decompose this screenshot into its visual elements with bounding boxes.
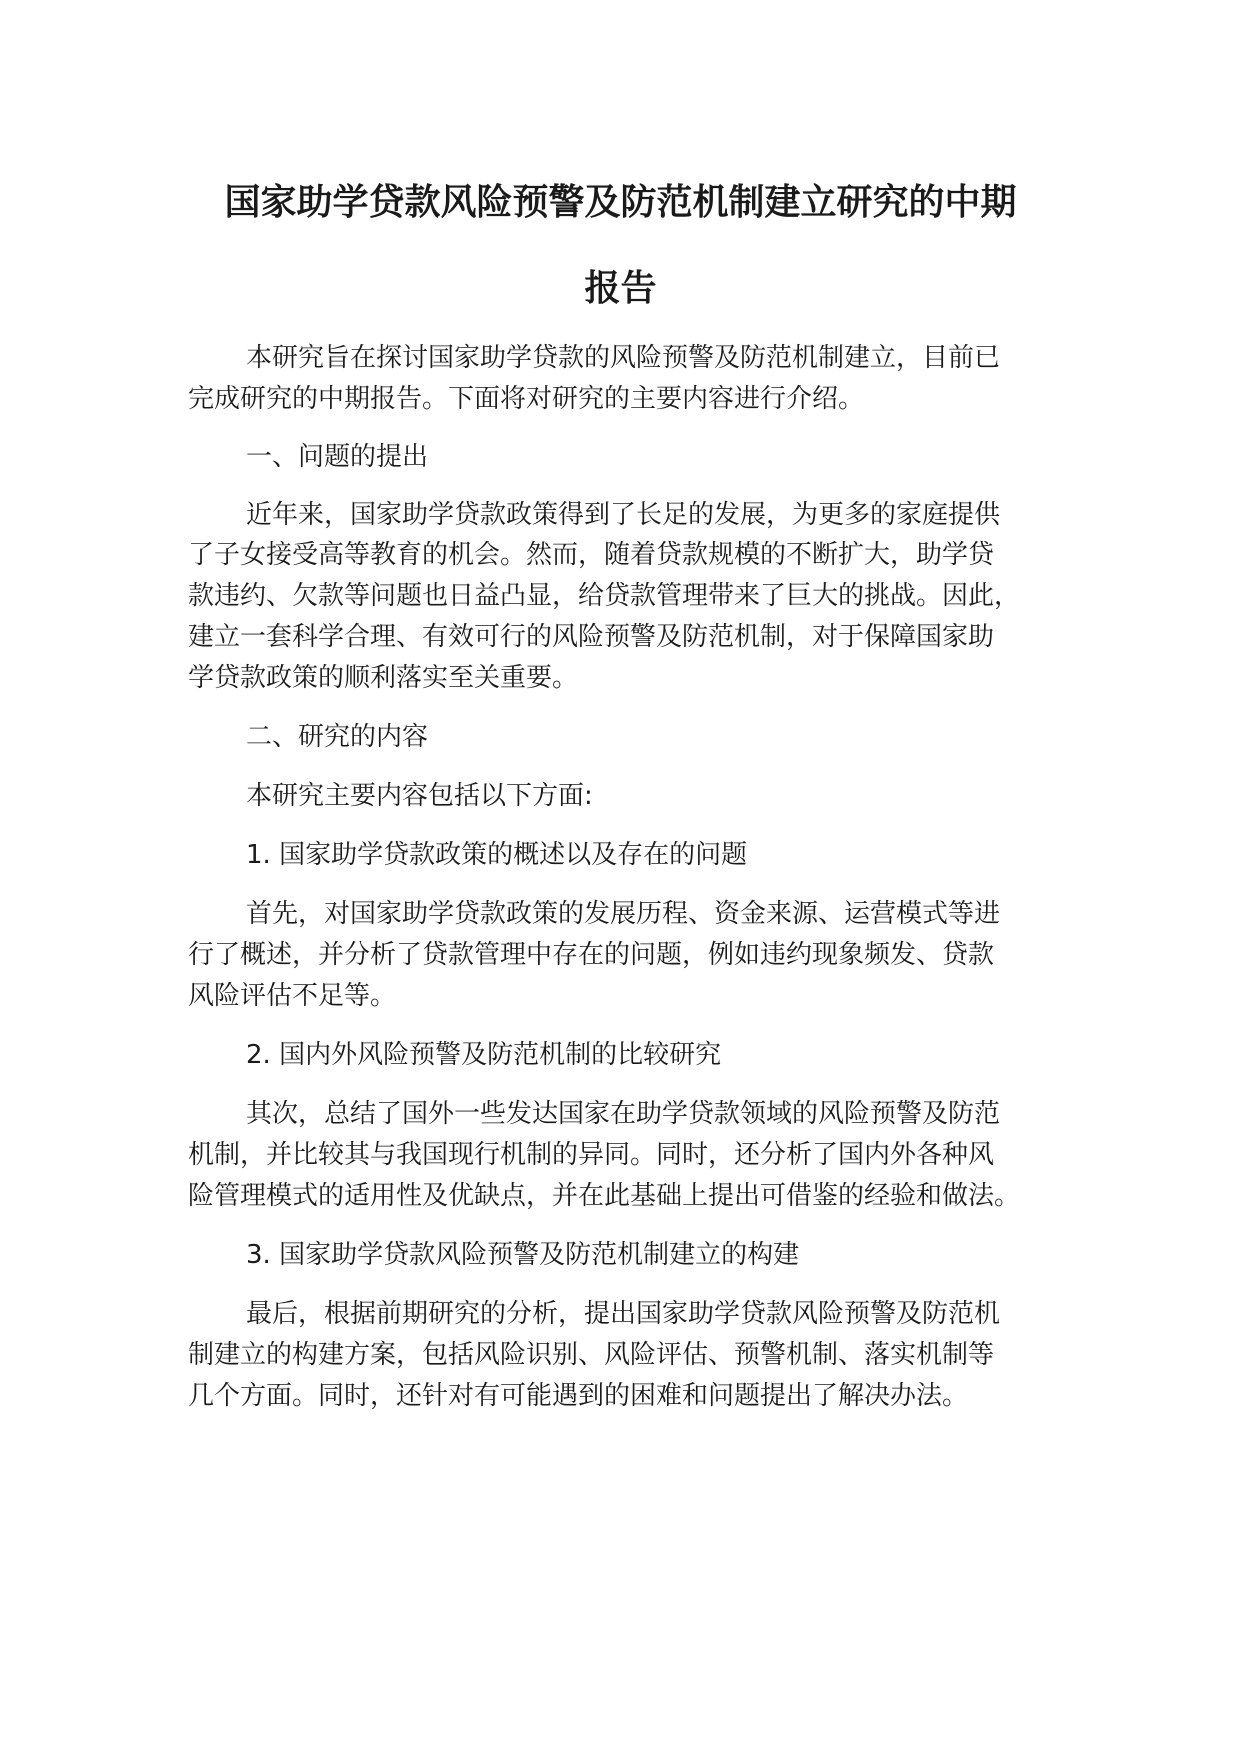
intro-line-1: 本研究旨在探讨国家助学贷款的风险预警及防范机制建立，目前已 — [246, 343, 1001, 373]
document-title-line-2: 报告 — [584, 268, 657, 309]
document-title-line-1: 国家助学贷款风险预警及防范机制建立研究的中期 — [224, 182, 1017, 223]
section1-line-2: 了子女接受高等教育的机会。然而，随着贷款规模的不断扩大，助学贷 — [188, 540, 995, 570]
item-heading-3: 3. 国家助学贷款风险预警及防范机制建立的构建 — [246, 1240, 800, 1270]
item-heading-2: 2. 国内外风险预警及防范机制的比较研究 — [246, 1040, 722, 1070]
section1-line-1: 近年来，国家助学贷款政策得到了长足的发展，为更多的家庭提供 — [246, 500, 1001, 530]
item3-line-1: 最后，根据前期研究的分析，提出国家助学贷款风险预警及防范机 — [246, 1299, 1001, 1329]
item3-line-2: 制建立的构建方案，包括风险识别、风险评估、预警机制、落实机制等 — [188, 1340, 995, 1370]
item3-line-3: 几个方面。同时，还针对有可能遇到的困难和问题提出了解决办法。 — [188, 1381, 969, 1411]
section1-line-4: 建立一套科学合理、有效可行的风险预警及防范机制，对于保障国家助 — [188, 622, 995, 652]
section2-intro: 本研究主要内容包括以下方面: — [246, 781, 593, 811]
section-heading-2: 二、研究的内容 — [246, 722, 429, 752]
item1-line-3: 风险评估不足等。 — [188, 981, 397, 1011]
intro-line-2: 完成研究的中期报告。下面将对研究的主要内容进行介绍。 — [188, 384, 865, 414]
item-heading-1: 1. 国家助学贷款政策的概述以及存在的问题 — [246, 840, 748, 870]
item2-line-2: 机制，并比较其与我国现行机制的异同。同时，还分析了国内外各种风 — [188, 1140, 995, 1170]
item1-line-1: 首先，对国家助学贷款政策的发展历程、资金来源、运营模式等进 — [246, 899, 1001, 929]
item2-line-3: 险管理模式的适用性及优缺点，并在此基础上提出可借鉴的经验和做法。 — [188, 1181, 1021, 1211]
item2-line-1: 其次，总结了国外一些发达国家在助学贷款领域的风险预警及防范 — [246, 1099, 1001, 1129]
section1-line-3: 款违约、欠款等问题也日益凸显，给贷款管理带来了巨大的挑战。因此， — [188, 581, 1021, 611]
item1-line-2: 行了概述，并分析了贷款管理中存在的问题，例如违约现象频发、贷款 — [188, 940, 995, 970]
section1-line-5: 学贷款政策的顺利落实至关重要。 — [188, 663, 579, 693]
section-heading-1: 一、问题的提出 — [246, 442, 429, 472]
